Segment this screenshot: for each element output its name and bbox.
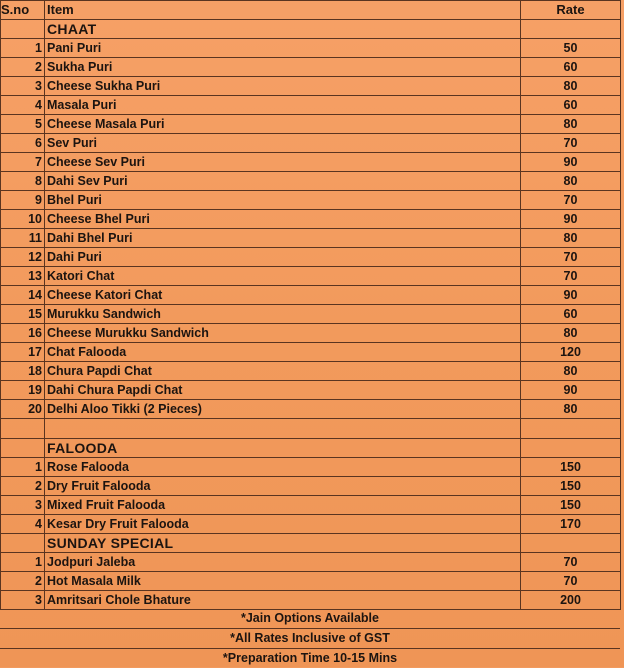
rate-cell: [521, 439, 621, 458]
item-number: 14: [1, 286, 45, 305]
menu-item-row: [1, 553, 621, 572]
item-name: Cheese Masala Puri: [45, 115, 521, 134]
item-rate: 60: [521, 96, 621, 115]
menu-item-row: [1, 496, 621, 515]
item-number: 2: [1, 572, 45, 591]
sno-cell: [1, 439, 45, 458]
item-number: 13: [1, 267, 45, 286]
item-rate: 70: [521, 191, 621, 210]
item-number: 3: [1, 496, 45, 515]
item-rate: 90: [521, 381, 621, 400]
item-cell: [45, 419, 521, 439]
item-rate: 90: [521, 286, 621, 305]
rate-cell: [521, 419, 621, 439]
sno-cell: [1, 534, 45, 553]
item-name: Kesar Dry Fruit Falooda: [45, 515, 521, 534]
item-rate: 150: [521, 496, 621, 515]
item-header: Item: [45, 1, 521, 20]
menu-body: [1, 1, 621, 610]
item-number: 4: [1, 96, 45, 115]
item-number: 20: [1, 400, 45, 419]
menu-item-row: [1, 191, 621, 210]
item-number: 1: [1, 39, 45, 58]
menu-item-row: [1, 115, 621, 134]
menu-item-row: [1, 362, 621, 381]
item-rate: 80: [521, 172, 621, 191]
item-number: 1: [1, 553, 45, 572]
rate-cell: [521, 20, 621, 39]
item-rate: 80: [521, 77, 621, 96]
item-number: 9: [1, 191, 45, 210]
menu-item-row: [1, 77, 621, 96]
rate-header: Rate: [521, 1, 621, 20]
menu-item-row: [1, 477, 621, 496]
section-header-row: [1, 20, 621, 39]
item-rate: 70: [521, 248, 621, 267]
item-name: Katori Chat: [45, 267, 521, 286]
item-rate: 80: [521, 362, 621, 381]
item-name: Sukha Puri: [45, 58, 521, 77]
menu-item-row: [1, 58, 621, 77]
section-title: FALOODA: [45, 439, 521, 458]
menu-item-row: [1, 458, 621, 477]
item-name: Delhi Aloo Tikki (2 Pieces): [45, 400, 521, 419]
item-rate: 80: [521, 400, 621, 419]
item-rate: 50: [521, 39, 621, 58]
item-rate: 80: [521, 324, 621, 343]
item-rate: 200: [521, 591, 621, 610]
item-name: Dahi Chura Papdi Chat: [45, 381, 521, 400]
note-gst: *All Rates Inclusive of GST: [0, 629, 620, 649]
item-name: Murukku Sandwich: [45, 305, 521, 324]
item-name: Pani Puri: [45, 39, 521, 58]
menu-item-row: [1, 572, 621, 591]
section-header-row: [1, 439, 621, 458]
notes-block: [0, 609, 620, 668]
item-name: Bhel Puri: [45, 191, 521, 210]
sno-header: S.no: [1, 1, 45, 20]
item-name: Masala Puri: [45, 96, 521, 115]
note-jain: *Jain Options Available: [0, 609, 620, 629]
menu-item-row: [1, 515, 621, 534]
item-number: 10: [1, 210, 45, 229]
item-name: Dahi Sev Puri: [45, 172, 521, 191]
section-title: CHAAT: [45, 20, 521, 39]
item-name: Sev Puri: [45, 134, 521, 153]
menu-item-row: [1, 591, 621, 610]
item-number: 1: [1, 458, 45, 477]
item-name: Rose Falooda: [45, 458, 521, 477]
item-rate: 150: [521, 477, 621, 496]
item-rate: 150: [521, 458, 621, 477]
item-name: Dahi Bhel Puri: [45, 229, 521, 248]
item-name: Cheese Murukku Sandwich: [45, 324, 521, 343]
item-number: 19: [1, 381, 45, 400]
item-rate: 70: [521, 134, 621, 153]
menu-item-row: [1, 286, 621, 305]
menu-item-row: [1, 229, 621, 248]
item-name: Cheese Katori Chat: [45, 286, 521, 305]
menu-item-row: [1, 400, 621, 419]
item-rate: 70: [521, 267, 621, 286]
item-rate: 80: [521, 115, 621, 134]
item-number: 12: [1, 248, 45, 267]
menu-item-row: [1, 324, 621, 343]
item-number: 15: [1, 305, 45, 324]
menu-item-row: [1, 134, 621, 153]
menu-item-row: [1, 343, 621, 362]
item-rate: 170: [521, 515, 621, 534]
menu-item-row: [1, 210, 621, 229]
item-name: Dahi Puri: [45, 248, 521, 267]
blank-row: [1, 419, 621, 439]
item-name: Hot Masala Milk: [45, 572, 521, 591]
menu-item-row: [1, 381, 621, 400]
item-name: Cheese Sev Puri: [45, 153, 521, 172]
sno-cell: [1, 419, 45, 439]
item-number: 4: [1, 515, 45, 534]
item-name: Jodpuri Jaleba: [45, 553, 521, 572]
item-number: 6: [1, 134, 45, 153]
item-number: 2: [1, 477, 45, 496]
item-name: Chura Papdi Chat: [45, 362, 521, 381]
item-rate: 60: [521, 58, 621, 77]
item-name: Cheese Bhel Puri: [45, 210, 521, 229]
menu-item-row: [1, 39, 621, 58]
note-prep-time: *Preparation Time 10-15 Mins: [222, 651, 398, 665]
item-number: 3: [1, 591, 45, 610]
rate-cell: [521, 534, 621, 553]
item-name: Cheese Sukha Puri: [45, 77, 521, 96]
item-rate: 70: [521, 572, 621, 591]
menu-item-row: [1, 96, 621, 115]
menu-item-row: [1, 267, 621, 286]
item-number: 17: [1, 343, 45, 362]
item-name: Chat Falooda: [45, 343, 521, 362]
item-number: 3: [1, 77, 45, 96]
item-number: 8: [1, 172, 45, 191]
item-name: Dry Fruit Falooda: [45, 477, 521, 496]
item-rate: 120: [521, 343, 621, 362]
item-rate: 90: [521, 210, 621, 229]
menu-item-row: [1, 172, 621, 191]
item-number: 11: [1, 229, 45, 248]
menu-item-row: [1, 248, 621, 267]
item-number: 18: [1, 362, 45, 381]
item-rate: 90: [521, 153, 621, 172]
menu-item-row: [1, 305, 621, 324]
item-name: Amritsari Chole Bhature: [45, 591, 521, 610]
item-name: Mixed Fruit Falooda: [45, 496, 521, 515]
header-row: [1, 1, 621, 20]
item-number: 5: [1, 115, 45, 134]
item-rate: 70: [521, 553, 621, 572]
menu-item-row: [1, 153, 621, 172]
sno-cell: [1, 20, 45, 39]
item-number: 16: [1, 324, 45, 343]
item-number: 2: [1, 58, 45, 77]
item-rate: 60: [521, 305, 621, 324]
item-number: 7: [1, 153, 45, 172]
section-title: SUNDAY SPECIAL: [45, 534, 521, 553]
section-header-row: [1, 534, 621, 553]
item-rate: 80: [521, 229, 621, 248]
